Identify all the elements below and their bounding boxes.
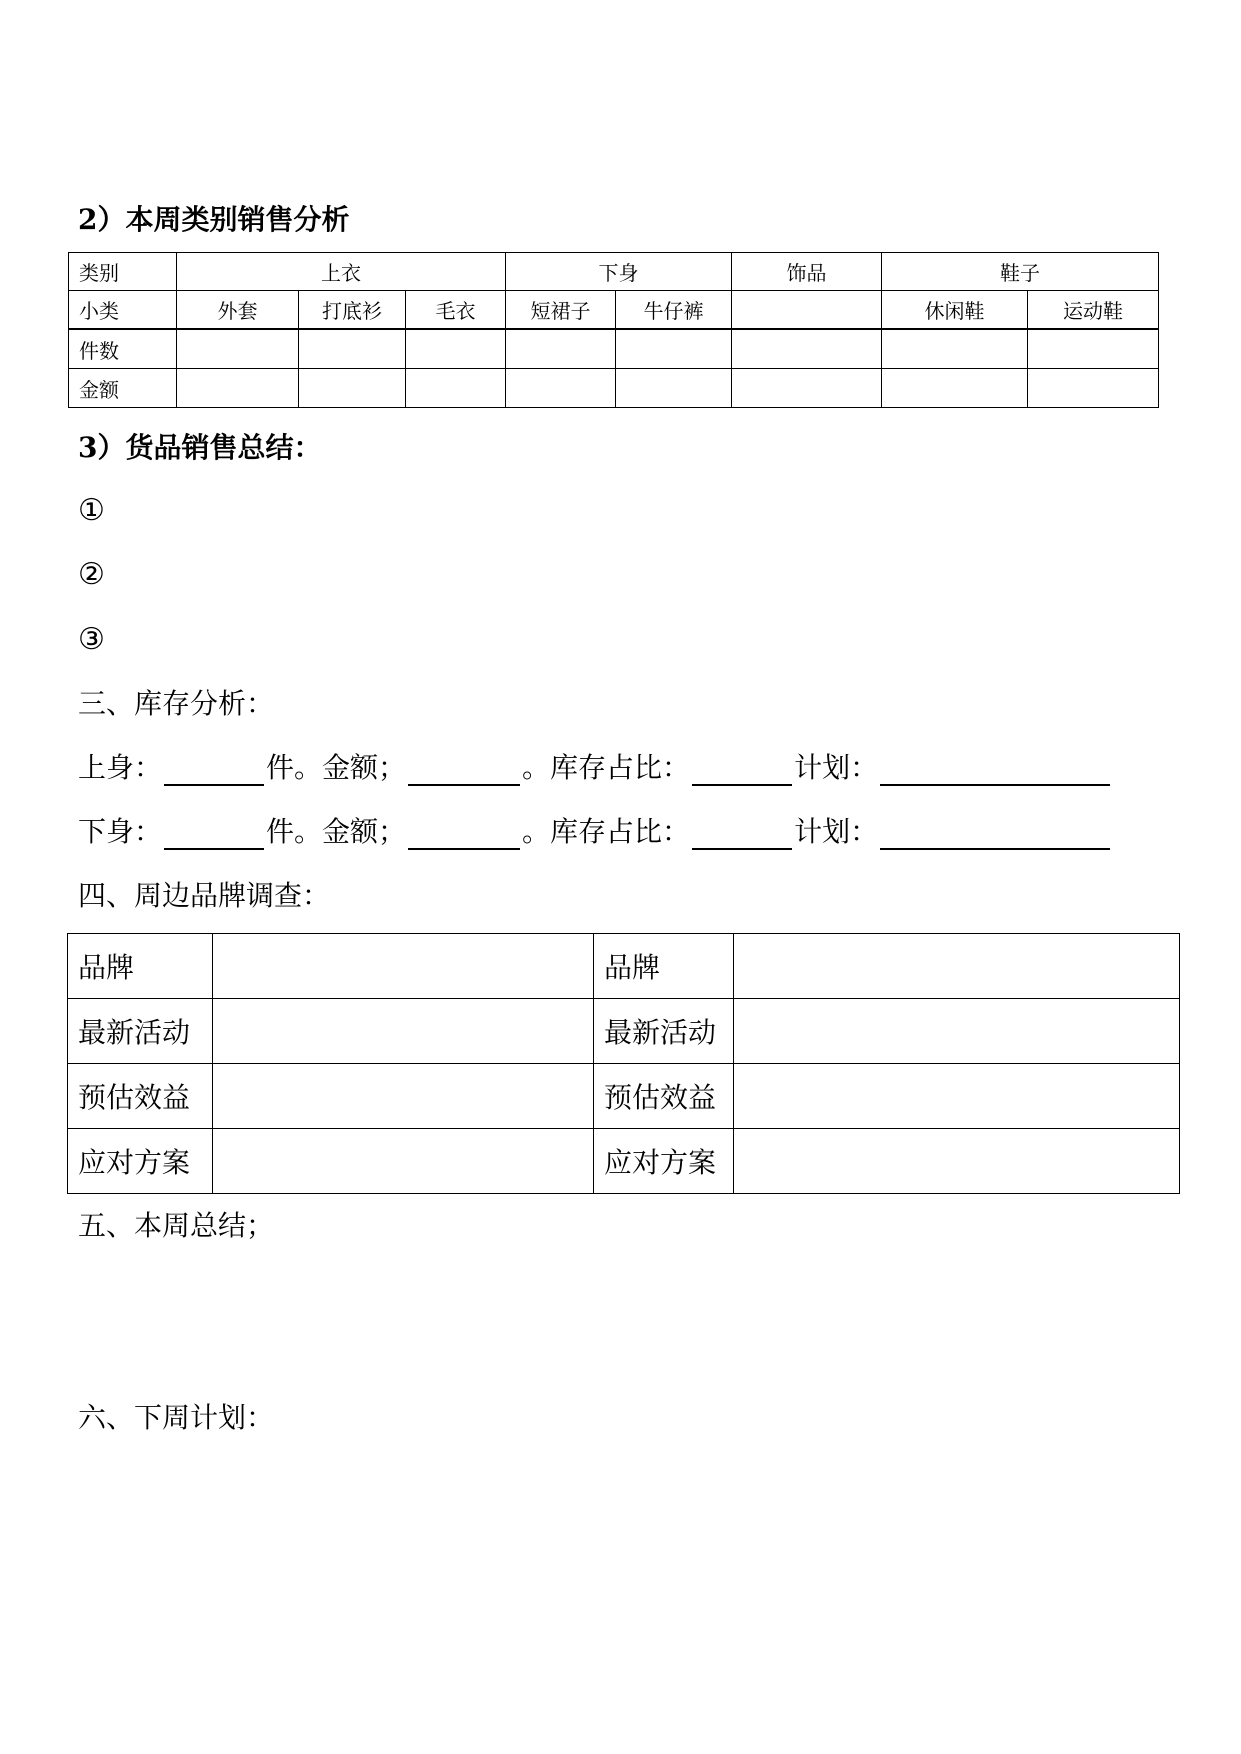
summary-item-1: ① [78,493,105,528]
inventory-heading: 三、库存分析： [78,687,275,720]
latest-activity-row [68,999,1180,1064]
plan-blank[interactable] [880,820,1110,850]
inventory-line-tops [78,750,1112,786]
quantity-cell[interactable] [299,329,406,369]
quantity-cell[interactable] [732,329,882,369]
estimated-benefit-label: 预估效益 [68,1064,213,1129]
response-plan-cell[interactable] [734,1129,1180,1194]
ratio-label: 。库存占比： [522,815,691,848]
amount-cell[interactable] [616,369,732,408]
plan-label: 计划： [794,815,879,848]
subcategory-cell: 运动鞋 [1028,291,1159,330]
summary-item-3: ③ [78,622,105,657]
quantity-cell[interactable] [506,329,616,369]
unit-label: 件。 [266,815,323,848]
amount-blank[interactable] [408,756,520,786]
subcategory-cell [732,291,882,330]
latest-activity-cell[interactable] [213,999,594,1064]
quantity-row [69,329,1159,369]
response-plan-cell[interactable] [213,1129,594,1194]
estimated-benefit-cell[interactable] [213,1064,594,1129]
subcategory-cell: 毛衣 [406,291,506,330]
amount-blank[interactable] [408,820,520,850]
amount-row [69,369,1159,408]
row-header-amount: 金额 [69,369,177,408]
row-header-subcategory: 小类 [69,291,177,330]
amount-cell[interactable] [506,369,616,408]
plan-label: 计划： [794,751,879,784]
amount-label: 金额； [322,751,407,784]
summary-item-2: ② [78,557,105,592]
ratio-label: 。库存占比： [522,751,691,784]
row-header-quantity: 件数 [69,329,177,369]
next-week-plan-heading: 六、下周计划： [78,1401,275,1434]
brand-row [68,934,1180,999]
subcategory-cell: 短裙子 [506,291,616,330]
category-accessories: 饰品 [732,253,882,291]
row-header-category: 类别 [69,253,177,291]
category-shoes: 鞋子 [882,253,1159,291]
category-tops: 上衣 [177,253,506,291]
response-plan-row [68,1129,1180,1194]
subcategory-cell: 打底衫 [299,291,406,330]
quantity-cell[interactable] [406,329,506,369]
goods-summary-heading: 3）货品销售总结： [78,431,322,464]
subcategory-cell: 休闲鞋 [882,291,1028,330]
ratio-blank[interactable] [692,756,792,786]
inventory-line-bottoms [78,814,1112,850]
quantity-cell[interactable] [882,329,1028,369]
brand-label: 品牌 [68,934,213,999]
amount-cell[interactable] [1028,369,1159,408]
brand-value-cell[interactable] [213,934,594,999]
unit-label: 件。 [266,751,323,784]
subcategory-row [69,291,1159,330]
brand-label: 品牌 [594,934,734,999]
latest-activity-label: 最新活动 [68,999,213,1064]
category-row [69,253,1159,291]
estimated-benefit-cell[interactable] [734,1064,1180,1129]
estimated-benefit-label: 预估效益 [594,1064,734,1129]
inventory-label: 下身： [78,815,163,848]
latest-activity-label: 最新活动 [594,999,734,1064]
quantity-cell[interactable] [1028,329,1159,369]
amount-cell[interactable] [882,369,1028,408]
category-sales-heading: 2）本周类别销售分析 [78,203,350,236]
quantity-blank[interactable] [164,756,264,786]
plan-blank[interactable] [880,756,1110,786]
quantity-cell[interactable] [177,329,299,369]
latest-activity-cell[interactable] [734,999,1180,1064]
quantity-blank[interactable] [164,820,264,850]
amount-label: 金额； [322,815,407,848]
category-sales-table [68,252,1159,408]
subcategory-cell: 外套 [177,291,299,330]
ratio-blank[interactable] [692,820,792,850]
brand-survey-heading: 四、周边品牌调查： [78,879,331,912]
amount-cell[interactable] [299,369,406,408]
response-plan-label: 应对方案 [594,1129,734,1194]
inventory-label: 上身： [78,751,163,784]
amount-cell[interactable] [406,369,506,408]
estimated-benefit-row [68,1064,1180,1129]
response-plan-label: 应对方案 [68,1129,213,1194]
brand-survey-table [67,933,1180,1194]
amount-cell[interactable] [177,369,299,408]
weekly-summary-heading: 五、本周总结； [78,1209,275,1242]
category-bottoms: 下身 [506,253,732,291]
subcategory-cell: 牛仔裤 [616,291,732,330]
brand-value-cell[interactable] [734,934,1180,999]
quantity-cell[interactable] [616,329,732,369]
amount-cell[interactable] [732,369,882,408]
